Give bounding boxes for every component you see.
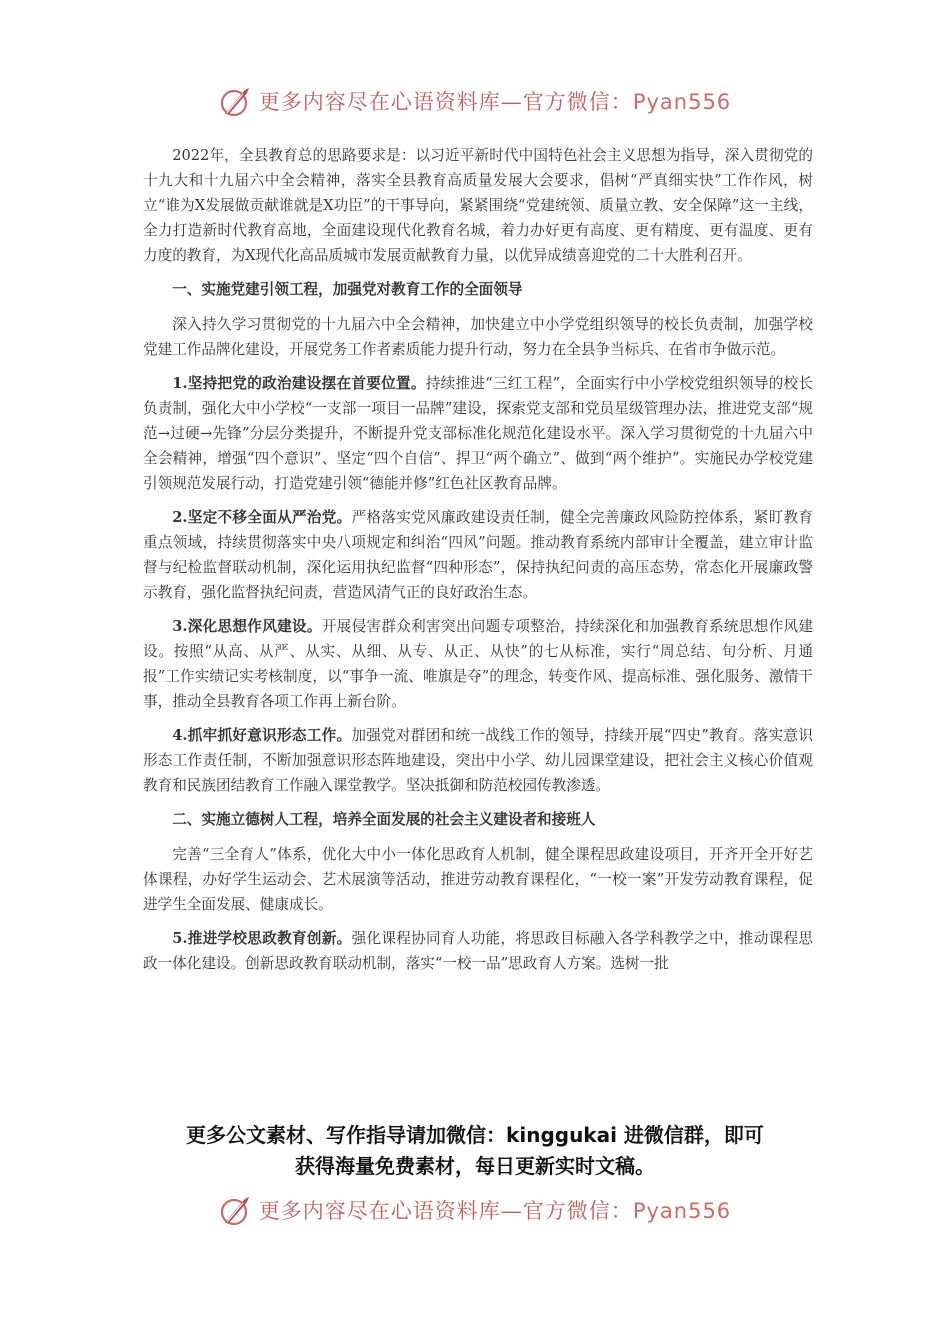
item-4-paragraph — [143, 723, 813, 798]
item-2-body: 严格落实党风廉政建设责任制，健全完善廉政风险防控体系，紧盯教育重点领域，持续贯彻落实中央八项规定和纠治“四风”问题。推动教育系统内部审计全覆盖，建立审计监督与纪检监督联动机制，深化运用执纪监督“四种形态”，保持执纪问责的高压态势，常态化开展廉政警示教育，强化监督执纪问责，营造风清气正的良好政治生态。 — [143, 509, 813, 601]
section-1-heading: 一、实施党建引领工程，加强党对教育工作的全面领导 — [172, 281, 523, 298]
item-3-body: 开展侵害群众利害突出问题专项整治，持续深化和加强教育系统思想作风建设。按照“从高、从严、从实、从细、从专、从正、从快”的七从标准，实行“周总结、旬分析、月通报”工作实绩记实考核制度，以“事争一流、唯旗是夺”的理念，转变作风、提高标准、强化服务、激情干事，推动全县教育各项工作再上新台阶。 — [143, 618, 813, 710]
item-3-paragraph — [143, 614, 813, 714]
banner-text: 更多内容尽在心语资料库—官方微信：Pyan556 — [258, 1199, 732, 1223]
section-2-intro: 完善“三全育人”体系，优化大中小一体化思政育人机制，健全课程思政建设项目，开齐开全开好艺体课程，办好学生运动会、艺术展演等活动，推进劳动教育课程化，“一校一案”开发劳动教育课程，促进学生全面发展、健康成长。 — [143, 846, 813, 913]
item-3-lead: 3.深化思想作风建设。 — [172, 618, 322, 635]
item-4-lead: 4.抓牢抓好意识形态工作。 — [172, 727, 352, 744]
item-4-body: 加强党对群团和统一战线工作的领导，持续开展“四史”教育。落实意识形态工作责任制，不断加强意识形态阵地建设，突出中小学、幼儿园课堂建设，把社会主义核心价值观教育和民族团结教育工作融入课堂教学。坚决抵御和防范校园传教渗透。 — [143, 727, 813, 794]
item-5-paragraph — [143, 926, 813, 976]
item-1-lead: 1.坚持把党的政治建设摆在首要位置。 — [172, 375, 426, 392]
item-1-paragraph — [143, 371, 813, 496]
promo-line-1: 更多公文素材、写作指导请加微信：kinggukai 进微信群，即可 — [186, 1123, 764, 1147]
item-5-body: 强化课程协同育人功能，将思政目标融入各学科教学之中，推动课程思政一体化建设。创新思政教育联动机制，落实“一校一品”思政育人方案。选树一批 — [143, 930, 813, 972]
quill-pen-logo-icon — [219, 84, 253, 118]
banner-wechat-id: Pyan556 — [632, 90, 732, 114]
item-5-lead: 5.推进学校思政教育创新。 — [172, 930, 352, 947]
section-1-intro: 深入持久学习贯彻党的十九届六中全会精神，加快建立中小学党组织领导的校长负责制，加强学校党建工作品牌化建设，开展党务工作者素质能力提升行动，努力在全县争当标兵、在省市争做示范。 — [143, 316, 813, 358]
promo-notice — [120, 1120, 830, 1182]
section-2-heading: 二、实施立德树人工程，培养全面发展的社会主义建设者和接班人 — [172, 811, 596, 828]
item-2-lead: 2.坚定不移全面从严治党。 — [172, 509, 352, 526]
header-banner — [0, 84, 950, 118]
footer-banner — [0, 1193, 950, 1227]
item-2-paragraph — [143, 505, 813, 605]
banner-text: 更多内容尽在心语资料库—官方微信：Pyan556 — [258, 90, 732, 114]
item-1-body: 持续推进“三红工程”，全面实行中小学校党组织领导的校长负责制，强化大中小学校“一支部一项目一品牌”建设，探索党支部和党员星级管理办法，推进党支部“规范→过硬→先锋”分层分类提升，不断提升党支部标准化规范化建设水平。深入学习贯彻党的十九届六中全会精神，增强“四个意识”、坚定“四个自信”、捍卫“两个确立”、做到“两个维护”。实施民办学校党建引领规范发展行动，打造党建引领“德能并修”红色社区教育品牌。 — [143, 375, 813, 492]
banner-wechat-id: Pyan556 — [632, 1199, 732, 1223]
promo-line-2: 获得海量免费素材，每日更新实时文稿。 — [295, 1154, 655, 1178]
quill-pen-logo-icon — [219, 1193, 253, 1227]
document-body — [143, 143, 813, 985]
intro-paragraph: 2022年，全县教育总的思路要求是：以习近平新时代中国特色社会主义思想为指导，深入贯彻党的十九大和十九届六中全会精神，落实全县教育高质量发展大会要求，倡树“严真细实快”工作作风，树立“谁为X发展做贡献谁就是X功臣”的干事导向，紧紧围绕“党建统领、质量立教、安全保障”这一主线，全力打造新时代教育高地，全面建设现代化教育名城，着力办好更有高度、更有精度、更有温度、更有力度的教育，为X现代化高品质城市发展贡献教育力量，以优异成绩喜迎党的二十大胜利召开。 — [143, 147, 813, 264]
